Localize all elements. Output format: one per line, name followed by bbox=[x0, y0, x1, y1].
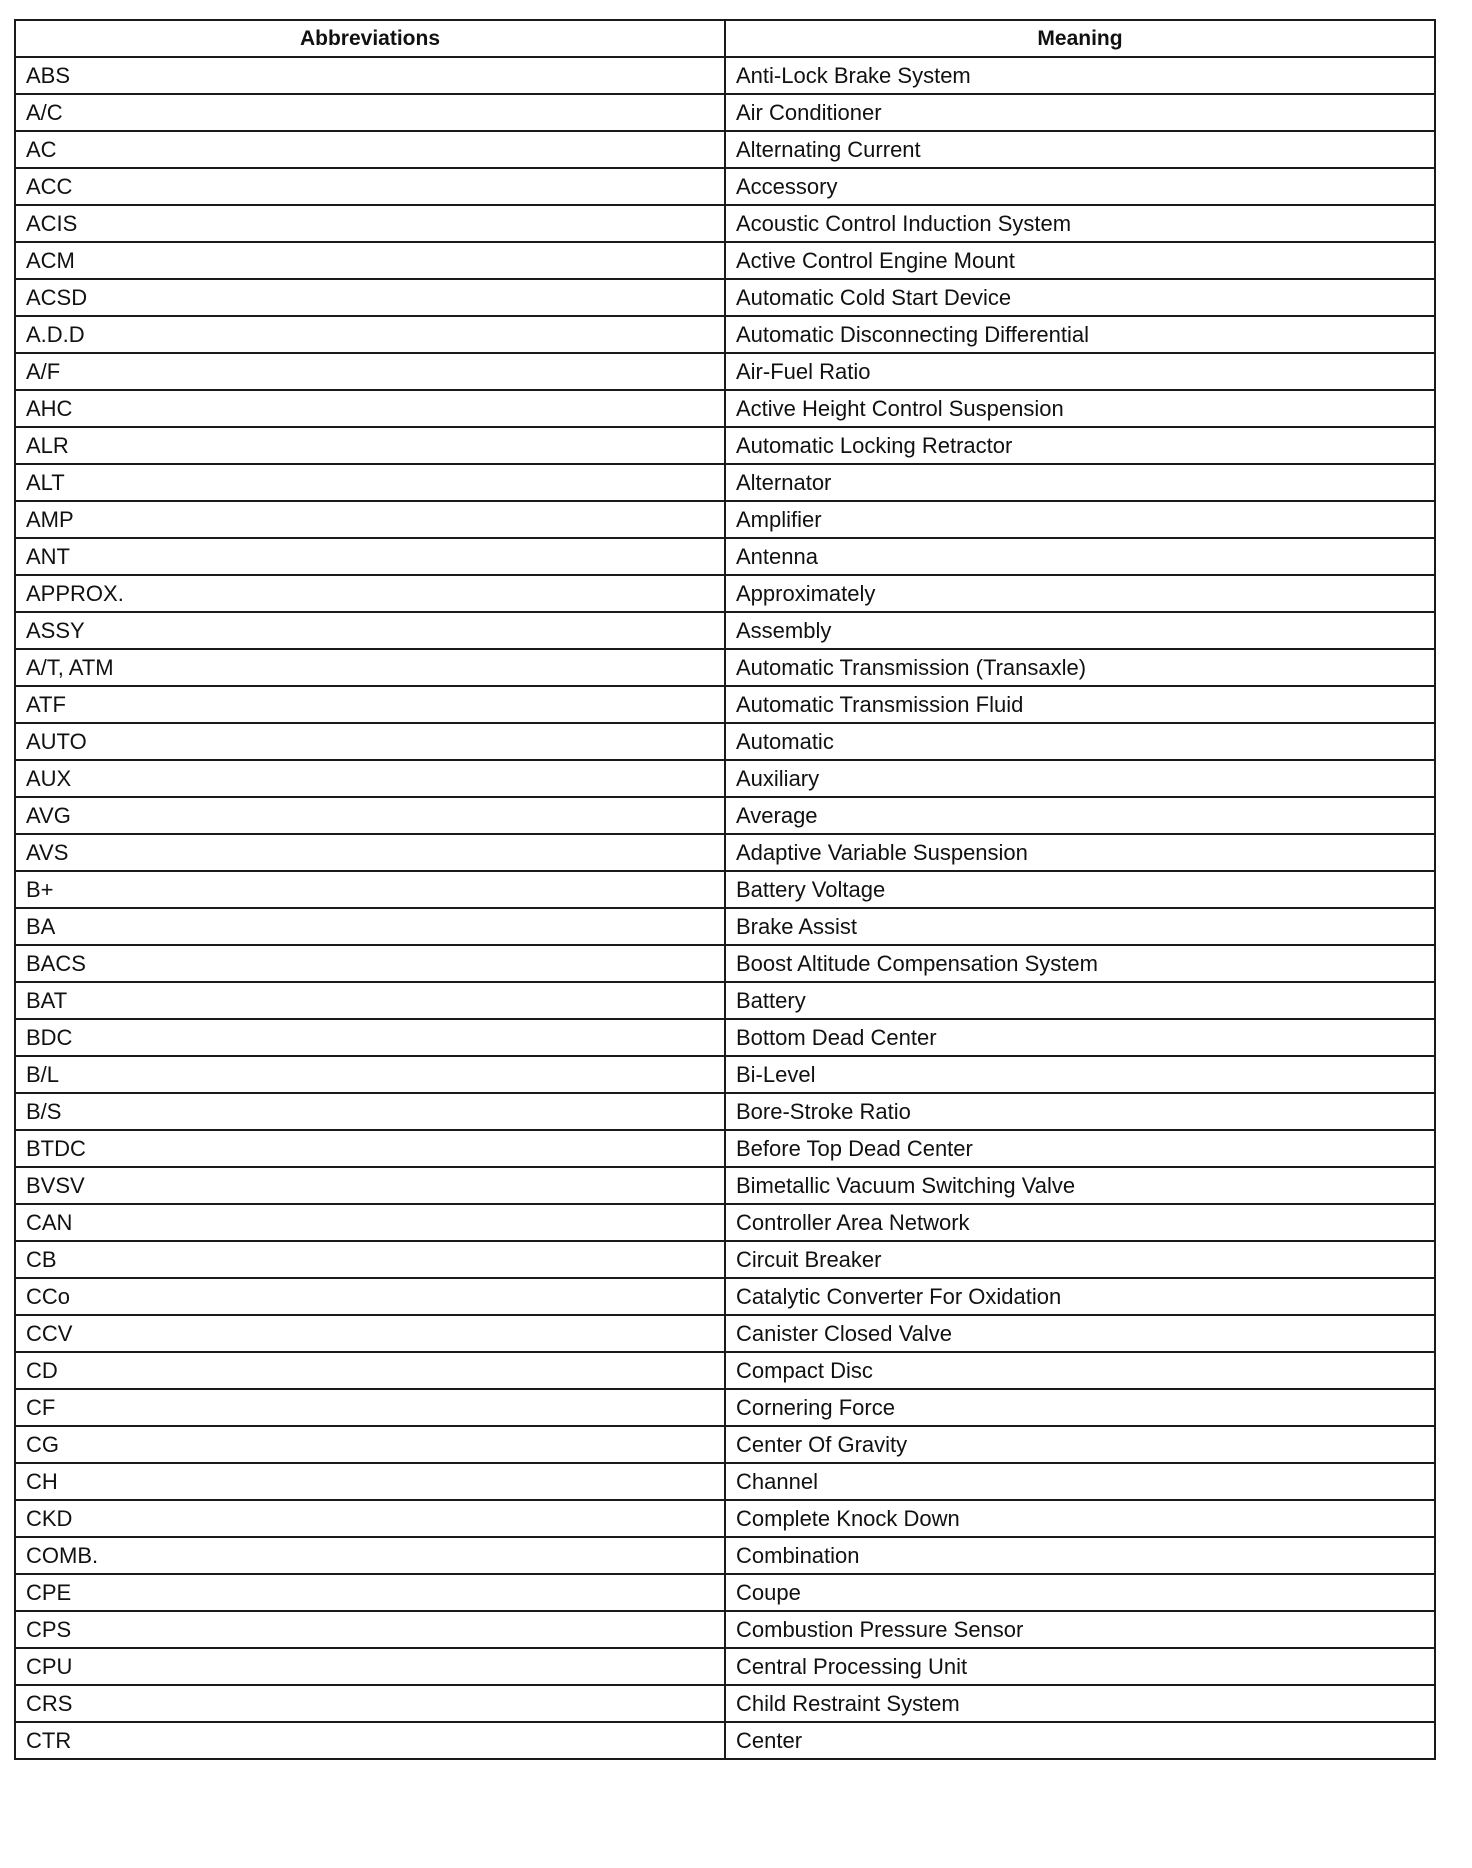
abbreviation-cell: CPS bbox=[15, 1611, 725, 1648]
meaning-cell: Circuit Breaker bbox=[725, 1241, 1435, 1278]
table-header-row bbox=[15, 20, 1435, 57]
meaning-cell: Automatic Transmission (Transaxle) bbox=[725, 649, 1435, 686]
meaning-cell: Amplifier bbox=[725, 501, 1435, 538]
abbreviation-cell: BA bbox=[15, 908, 725, 945]
abbreviation-cell: ACIS bbox=[15, 205, 725, 242]
table-row bbox=[15, 131, 1435, 168]
table-row bbox=[15, 1056, 1435, 1093]
meaning-cell: Assembly bbox=[725, 612, 1435, 649]
meaning-cell: Auxiliary bbox=[725, 760, 1435, 797]
abbreviations-table bbox=[14, 19, 1436, 1760]
abbreviation-cell: CCo bbox=[15, 1278, 725, 1315]
abbreviation-cell: A/F bbox=[15, 353, 725, 390]
meaning-cell: Combination bbox=[725, 1537, 1435, 1574]
meaning-cell: Alternator bbox=[725, 464, 1435, 501]
meaning-cell: Child Restraint System bbox=[725, 1685, 1435, 1722]
meaning-cell: Before Top Dead Center bbox=[725, 1130, 1435, 1167]
meaning-cell: Center Of Gravity bbox=[725, 1426, 1435, 1463]
abbreviation-cell: CKD bbox=[15, 1500, 725, 1537]
abbreviation-cell: AMP bbox=[15, 501, 725, 538]
table-row bbox=[15, 390, 1435, 427]
meaning-cell: Battery Voltage bbox=[725, 871, 1435, 908]
abbreviation-cell: AC bbox=[15, 131, 725, 168]
meaning-cell: Center bbox=[725, 1722, 1435, 1759]
table-row bbox=[15, 1167, 1435, 1204]
abbreviation-cell: BACS bbox=[15, 945, 725, 982]
table-row bbox=[15, 871, 1435, 908]
abbreviation-cell: ALR bbox=[15, 427, 725, 464]
abbreviation-cell: A.D.D bbox=[15, 316, 725, 353]
meaning-cell: Approximately bbox=[725, 575, 1435, 612]
table-row bbox=[15, 723, 1435, 760]
meaning-cell: Bottom Dead Center bbox=[725, 1019, 1435, 1056]
table-row bbox=[15, 1426, 1435, 1463]
meaning-cell: Central Processing Unit bbox=[725, 1648, 1435, 1685]
abbreviation-cell: ALT bbox=[15, 464, 725, 501]
table-row bbox=[15, 1278, 1435, 1315]
abbreviation-cell: CF bbox=[15, 1389, 725, 1426]
meaning-cell: Air Conditioner bbox=[725, 94, 1435, 131]
meaning-cell: Brake Assist bbox=[725, 908, 1435, 945]
abbreviation-cell: AVG bbox=[15, 797, 725, 834]
table-row bbox=[15, 1352, 1435, 1389]
table-row bbox=[15, 1130, 1435, 1167]
table-row bbox=[15, 1463, 1435, 1500]
abbreviation-cell: CG bbox=[15, 1426, 725, 1463]
meaning-cell: Automatic Locking Retractor bbox=[725, 427, 1435, 464]
abbreviation-cell: COMB. bbox=[15, 1537, 725, 1574]
meaning-cell: Average bbox=[725, 797, 1435, 834]
abbreviation-cell: AHC bbox=[15, 390, 725, 427]
meaning-cell: Accessory bbox=[725, 168, 1435, 205]
meaning-cell: Bore-Stroke Ratio bbox=[725, 1093, 1435, 1130]
table-row bbox=[15, 501, 1435, 538]
abbreviation-cell: ACSD bbox=[15, 279, 725, 316]
table-row bbox=[15, 1574, 1435, 1611]
meaning-cell: Bi-Level bbox=[725, 1056, 1435, 1093]
abbreviation-cell: APPROX. bbox=[15, 575, 725, 612]
meaning-cell: Active Control Engine Mount bbox=[725, 242, 1435, 279]
abbreviation-cell: CAN bbox=[15, 1204, 725, 1241]
meaning-cell: Air-Fuel Ratio bbox=[725, 353, 1435, 390]
table-row bbox=[15, 427, 1435, 464]
table-row bbox=[15, 168, 1435, 205]
table-row bbox=[15, 1241, 1435, 1278]
meaning-cell: Alternating Current bbox=[725, 131, 1435, 168]
abbreviation-cell: CPU bbox=[15, 1648, 725, 1685]
abbreviation-cell: CCV bbox=[15, 1315, 725, 1352]
table-row bbox=[15, 982, 1435, 1019]
table-row bbox=[15, 316, 1435, 353]
abbreviation-cell: AUX bbox=[15, 760, 725, 797]
abbreviation-cell: ATF bbox=[15, 686, 725, 723]
abbreviation-cell: B/S bbox=[15, 1093, 725, 1130]
abbreviation-cell: BTDC bbox=[15, 1130, 725, 1167]
table-row bbox=[15, 242, 1435, 279]
table-row bbox=[15, 908, 1435, 945]
abbreviation-cell: ABS bbox=[15, 57, 725, 94]
table-row bbox=[15, 612, 1435, 649]
table-row bbox=[15, 1500, 1435, 1537]
meaning-cell: Automatic bbox=[725, 723, 1435, 760]
abbreviation-cell: AUTO bbox=[15, 723, 725, 760]
table-row bbox=[15, 1611, 1435, 1648]
table-row bbox=[15, 1722, 1435, 1759]
meaning-cell: Canister Closed Valve bbox=[725, 1315, 1435, 1352]
meaning-cell: Acoustic Control Induction System bbox=[725, 205, 1435, 242]
table-row bbox=[15, 94, 1435, 131]
column-header-meaning: Meaning bbox=[725, 20, 1435, 57]
table-row bbox=[15, 945, 1435, 982]
meaning-cell: Automatic Disconnecting Differential bbox=[725, 316, 1435, 353]
abbreviation-cell: BVSV bbox=[15, 1167, 725, 1204]
table-row bbox=[15, 834, 1435, 871]
abbreviation-cell: B+ bbox=[15, 871, 725, 908]
meaning-cell: Catalytic Converter For Oxidation bbox=[725, 1278, 1435, 1315]
abbreviation-cell: CB bbox=[15, 1241, 725, 1278]
meaning-cell: Antenna bbox=[725, 538, 1435, 575]
abbreviation-cell: CRS bbox=[15, 1685, 725, 1722]
meaning-cell: Anti-Lock Brake System bbox=[725, 57, 1435, 94]
table-row bbox=[15, 1685, 1435, 1722]
abbreviation-cell: BDC bbox=[15, 1019, 725, 1056]
abbreviation-cell: ANT bbox=[15, 538, 725, 575]
meaning-cell: Channel bbox=[725, 1463, 1435, 1500]
column-header-abbreviations: Abbreviations bbox=[15, 20, 725, 57]
table-row bbox=[15, 575, 1435, 612]
meaning-cell: Automatic Transmission Fluid bbox=[725, 686, 1435, 723]
meaning-cell: Bimetallic Vacuum Switching Valve bbox=[725, 1167, 1435, 1204]
table-body bbox=[15, 57, 1435, 1759]
table-row bbox=[15, 1389, 1435, 1426]
table-row bbox=[15, 205, 1435, 242]
abbreviation-cell: CH bbox=[15, 1463, 725, 1500]
meaning-cell: Combustion Pressure Sensor bbox=[725, 1611, 1435, 1648]
abbreviation-cell: CPE bbox=[15, 1574, 725, 1611]
meaning-cell: Compact Disc bbox=[725, 1352, 1435, 1389]
abbreviation-cell: BAT bbox=[15, 982, 725, 1019]
meaning-cell: Controller Area Network bbox=[725, 1204, 1435, 1241]
meaning-cell: Adaptive Variable Suspension bbox=[725, 834, 1435, 871]
meaning-cell: Cornering Force bbox=[725, 1389, 1435, 1426]
abbreviation-cell: ACC bbox=[15, 168, 725, 205]
table-row bbox=[15, 1315, 1435, 1352]
table-row bbox=[15, 464, 1435, 501]
meaning-cell: Automatic Cold Start Device bbox=[725, 279, 1435, 316]
table-row bbox=[15, 1204, 1435, 1241]
table-row bbox=[15, 1093, 1435, 1130]
table-row bbox=[15, 538, 1435, 575]
abbreviation-cell: B/L bbox=[15, 1056, 725, 1093]
table-row bbox=[15, 1648, 1435, 1685]
table-row bbox=[15, 279, 1435, 316]
meaning-cell: Complete Knock Down bbox=[725, 1500, 1435, 1537]
abbreviation-cell: A/C bbox=[15, 94, 725, 131]
table-row bbox=[15, 686, 1435, 723]
abbreviation-cell: CTR bbox=[15, 1722, 725, 1759]
abbreviation-cell: ACM bbox=[15, 242, 725, 279]
table-row bbox=[15, 57, 1435, 94]
table-row bbox=[15, 1019, 1435, 1056]
meaning-cell: Battery bbox=[725, 982, 1435, 1019]
table-row bbox=[15, 353, 1435, 390]
table-row bbox=[15, 760, 1435, 797]
abbreviation-cell: CD bbox=[15, 1352, 725, 1389]
abbreviation-cell: AVS bbox=[15, 834, 725, 871]
meaning-cell: Coupe bbox=[725, 1574, 1435, 1611]
meaning-cell: Boost Altitude Compensation System bbox=[725, 945, 1435, 982]
meaning-cell: Active Height Control Suspension bbox=[725, 390, 1435, 427]
table-row bbox=[15, 1537, 1435, 1574]
table-row bbox=[15, 797, 1435, 834]
abbreviation-cell: A/T, ATM bbox=[15, 649, 725, 686]
abbreviation-cell: ASSY bbox=[15, 612, 725, 649]
table-row bbox=[15, 649, 1435, 686]
